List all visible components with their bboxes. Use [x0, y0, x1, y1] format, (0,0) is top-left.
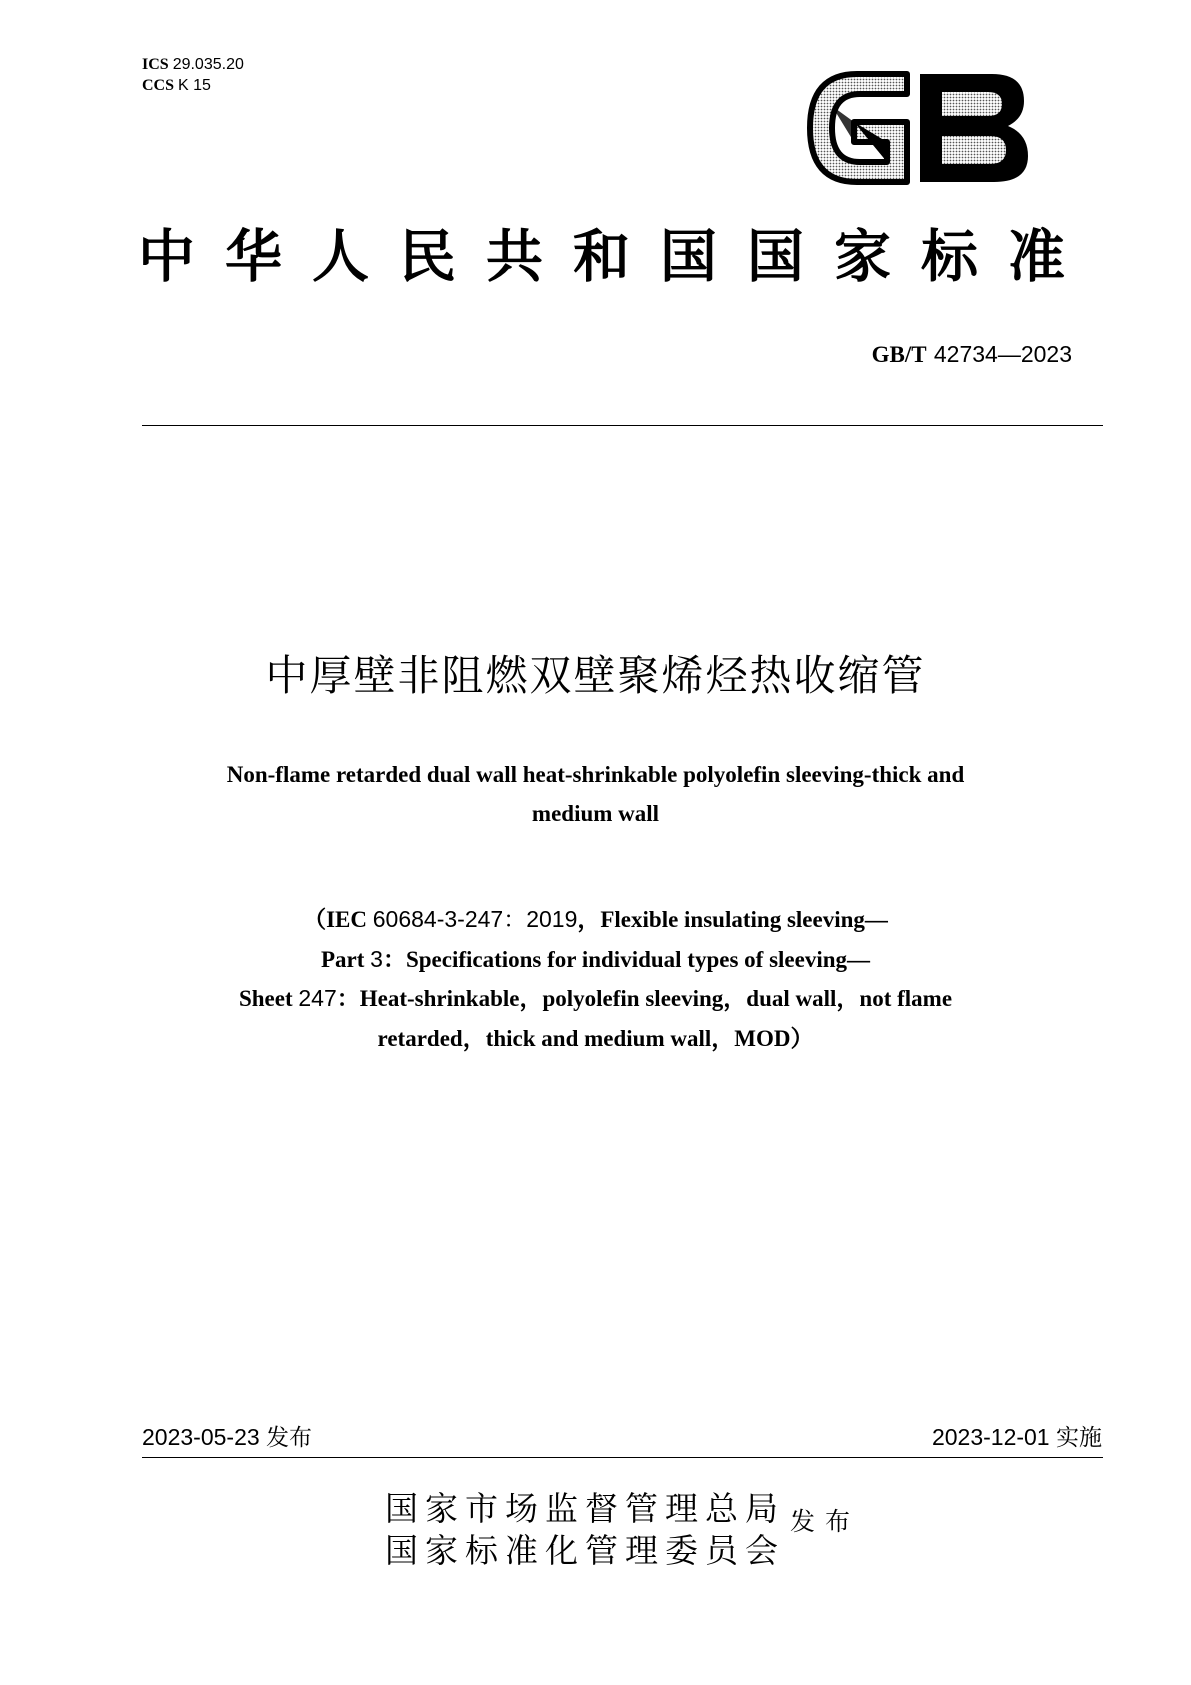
- ics-label: ICS: [142, 56, 169, 73]
- standard-number: [872, 340, 1072, 369]
- iec-reference-line-1: [160, 900, 1031, 940]
- iec-line-3-part-a: Sheet: [238, 986, 299, 1011]
- ics-value: 29.035.20: [172, 56, 244, 73]
- iec-line-3-part-b: 247: [298, 985, 337, 1011]
- authority-1: 国家市场监督管理总局: [385, 1489, 785, 1528]
- iec-line-1-part-a: （IEC: [303, 907, 373, 932]
- implementation-date-value: 2023-12-01: [931, 1424, 1050, 1450]
- implementation-date: [932, 1422, 1102, 1453]
- bottom-divider: [142, 1457, 1103, 1458]
- iec-line-2-part-b: 3: [370, 945, 383, 972]
- top-divider: [142, 425, 1103, 426]
- iec-line-3-part-c: ：Heat-shrinkable，polyolefin sleeving，dual wall，not flame: [336, 986, 953, 1011]
- iec-reference-line-2: [160, 940, 1031, 980]
- standard-number-value: 42734—2023: [933, 341, 1072, 367]
- iec-line-2-part-a: Part: [320, 946, 371, 972]
- implementation-date-label: 实施: [1056, 1425, 1102, 1451]
- title-english-line-2: medium wall: [531, 801, 660, 826]
- issue-date: [142, 1422, 312, 1453]
- iec-line-1-part-c: ，Flexible insulating sleeving—: [577, 907, 888, 932]
- issuing-authorities: [385, 1488, 785, 1572]
- ccs-code: [142, 75, 244, 96]
- ccs-label: CCS: [142, 77, 175, 94]
- title-english: [170, 755, 1021, 833]
- classification-codes: [142, 54, 244, 96]
- iec-reference-line-3: [160, 979, 1031, 1019]
- standard-code: GB/T: [871, 342, 927, 367]
- issue-date-label: 发布: [266, 1425, 313, 1451]
- publish-label: 发布: [790, 1507, 861, 1536]
- national-standard-title: 中华人民共和国国家标准: [138, 223, 1095, 290]
- gb-logo: [802, 66, 1034, 190]
- issue-date-value: 2023-05-23: [142, 1424, 260, 1450]
- iec-line-2-part-c: ：Specifications for individual types of sleeving—: [382, 946, 871, 972]
- logo-letter-g: [810, 74, 907, 182]
- title-chinese: 中厚壁非阻燃双壁聚烯烃热收缩管: [265, 651, 926, 700]
- logo-letter-b: [920, 74, 1028, 182]
- authority-2: 国家标准化管理委员会: [385, 1531, 785, 1570]
- title-english-line-1: Non-flame retarded dual wall heat-shrinkable polyolefin sleeving-thick and: [226, 762, 965, 787]
- iec-line-1-part-b: 60684-3-247：2019: [372, 906, 578, 932]
- ics-code: [142, 54, 244, 75]
- iec-reference: [160, 900, 1031, 1058]
- iec-reference-line-4: retarded，thick and medium wall，MOD）: [377, 1025, 814, 1051]
- ccs-value: K 15: [178, 77, 211, 94]
